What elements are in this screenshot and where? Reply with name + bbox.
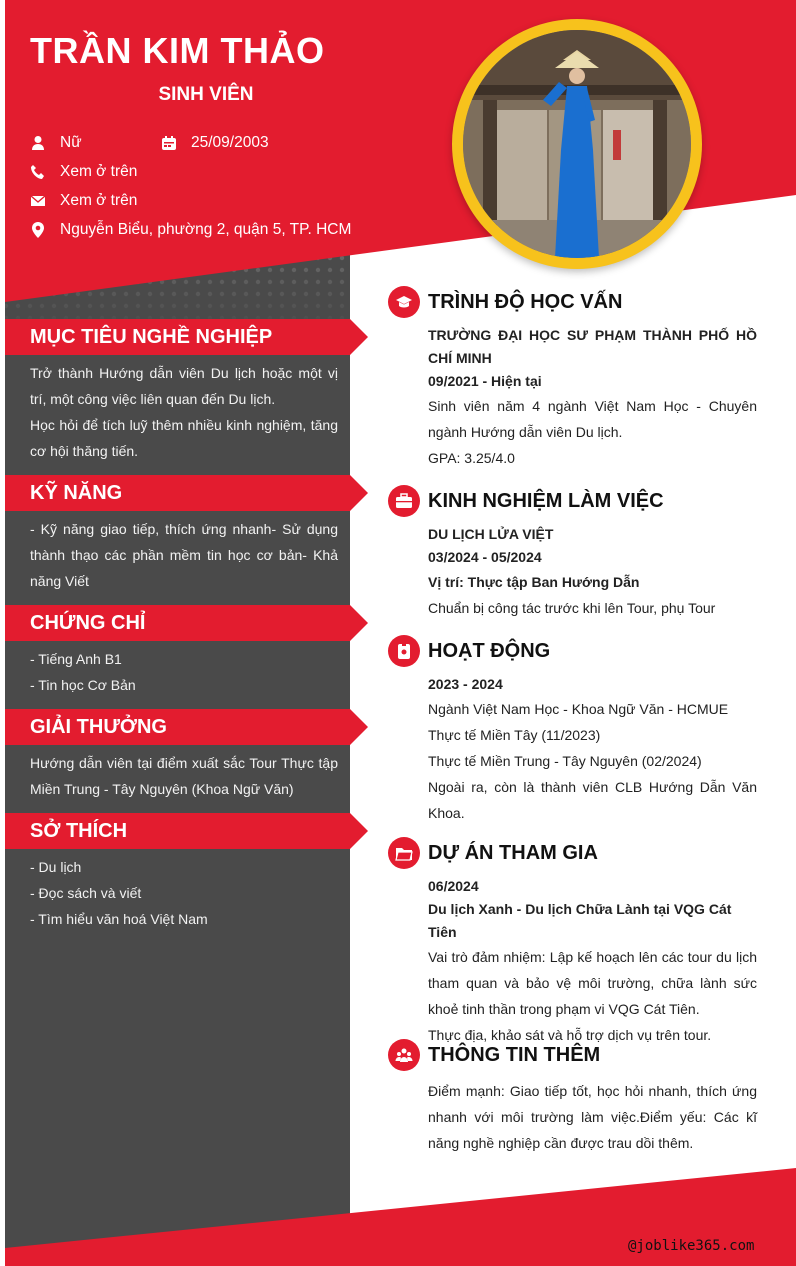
user-icon [30, 135, 46, 151]
hobbies-list [30, 854, 338, 932]
address-value: Nguyễn Biểu, phường 2, quận 5, TP. HCM [60, 221, 352, 238]
project-detail: Vai trò đảm nhiệm: Lập kế hoạch lên các tour du lịch tham quan và bảo vệ môi trường, chữa lành sức khoẻ tinh thần trong phạm vi VQG Cát Tiên. [428, 949, 757, 1017]
hobby-item: - Đọc sách và viết [30, 885, 142, 901]
certificate-item: - Tin học Cơ Bản [30, 677, 136, 693]
gender-value: Nữ [60, 134, 82, 151]
certificate-item: - Tiếng Anh B1 [30, 651, 122, 667]
users-icon [388, 1039, 420, 1071]
experience-content [428, 523, 757, 621]
additional-info-heading: THÔNG TIN THÊM [388, 1039, 600, 1071]
experience-heading: KINH NGHIỆM LÀM VIỆC [388, 485, 664, 517]
activity-item: Ngành Việt Nam Học - Khoa Ngữ Văn - HCMUE [428, 701, 729, 717]
candidate-role: SINH VIÊN [158, 84, 254, 105]
education-period: 09/2021 - Hiện tại [428, 373, 542, 389]
project-detail: Thực địa, khảo sát và hỗ trợ dịch vụ trên tour. [428, 1027, 712, 1043]
profile-photo [452, 19, 702, 269]
email-row [30, 192, 137, 210]
birthdate-row [161, 134, 269, 152]
briefcase-icon [388, 485, 420, 517]
company-name: DU LỊCH LỬA VIỆT [428, 526, 554, 542]
hobby-item: - Du lịch [30, 859, 82, 875]
objective-text [30, 360, 338, 464]
email-value: Xem ở trên [60, 192, 138, 209]
additional-info-content [428, 1078, 757, 1156]
address-row [30, 221, 351, 239]
hobby-item: - Tìm hiểu văn hoá Việt Nam [30, 911, 208, 927]
activities-period: 2023 - 2024 [428, 676, 503, 692]
education-heading: TRÌNH ĐỘ HỌC VẤN [388, 286, 622, 318]
badge-icon [388, 635, 420, 667]
project-name: Du lịch Xanh - Du lịch Chữa Lành tại VQG Cát Tiên [428, 901, 732, 940]
folder-icon [388, 837, 420, 869]
education-content [428, 324, 757, 471]
certificates-list [30, 646, 338, 698]
activities-content [428, 673, 757, 826]
activity-item: Thực tế Miền Trung - Tây Nguyên (02/2024) [428, 753, 702, 769]
calendar-icon [161, 135, 177, 151]
school-name: TRƯỜNG ĐẠI HỌC SƯ PHẠM THÀNH PHỐ HỒ CHÍ MINH [428, 327, 757, 366]
objective-line-1: Trở thành Hướng dẫn viên Du lịch hoặc một vị trí, một công việc liên quan đến Du lịch. [30, 365, 338, 407]
location-pin-icon [30, 222, 46, 238]
phone-row [30, 163, 137, 181]
envelope-icon [30, 193, 46, 209]
phone-value: Xem ở trên [60, 163, 138, 180]
experience-description: Chuẩn bị công tác trước khi lên Tour, phụ Tour [428, 600, 716, 616]
experience-position: Vị trí: Thực tập Ban Hướng Dẫn [428, 574, 640, 590]
activities-heading: HOẠT ĐỘNG [388, 635, 550, 667]
projects-heading: DỰ ÁN THAM GIA [388, 837, 598, 869]
education-gpa: GPA: 3.25/4.0 [428, 450, 515, 466]
education-description: Sinh viên năm 4 ngành Việt Nam Học - Chuyên ngành Hướng dẫn viên Du lịch. [428, 398, 757, 440]
skills-text: - Kỹ năng giao tiếp, thích ứng nhanh- Sử dụng thành thạo các phần mềm tin học cơ bản- Khả năng Viết [30, 521, 338, 589]
activity-item: Ngoài ra, còn là thành viên CLB Hướng Dẫn Văn Khoa. [428, 779, 757, 821]
candidate-name: TRẦN KIM THẢO [30, 30, 325, 71]
graduation-cap-icon [388, 286, 420, 318]
experience-period: 03/2024 - 05/2024 [428, 549, 542, 565]
phone-icon [30, 164, 46, 180]
birthdate-value: 25/09/2003 [191, 134, 269, 151]
watermark: @joblike365.com [628, 1238, 755, 1254]
awards-text: Hướng dẫn viên tại điểm xuất sắc Tour Thực tập Miền Trung - Tây Nguyên (Khoa Ngữ Văn) [30, 755, 338, 797]
activity-item: Thực tế Miền Tây (11/2023) [428, 727, 601, 743]
objective-line-2: Học hỏi để tích luỹ thêm nhiều kinh nghiệm, tăng cơ hội thăng tiến. [30, 417, 338, 459]
project-period: 06/2024 [428, 878, 479, 894]
cv-page: TRẦN KIM THẢO SINH VIÊN Nữ 25/09/2003 Xem ở trên Xem ở trên Nguyễn Biểu, phường 2, quận 5, TP. HCM MỤC TIÊU NGHỀ NGHIỆP Trở thành Hướng dẫn viên Du lịch hoặc một vị trí, một công việc liên quan đến Du lịch. Học hỏi để tích luỹ thêm nhiều kinh nghiệm, tăng cơ hội thăng tiến. KỸ NĂNG - Kỹ năng giao tiếp, thích ứng nhanh- Sử dụng thành thạo các phần mềm tin học cơ bản- Khả năng Viết CHỨNG CHỈ - Tiếng Anh B1 - Tin học Cơ Bản GIẢI THƯỞNG Hướng dẫn viên tại điểm xuất sắc Tour Thực tập Miền Trung - Tây Nguyên (Khoa Ngữ Văn) SỞ THÍCH - Du lịch - Đọc sách và viết - Tìm hiểu văn hoá Việt Nam TRÌNH ĐỘ HỌC VẤN TRƯỜNG ĐẠI HỌC SƯ PHẠM THÀNH PHỐ HỒ CHÍ MINH 09/2021 - Hiện tại Sinh viên năm 4 ngành Việt Nam Học - Chuyên ngành Hướng dẫn viên Du lịch. GPA: 3.25/4.0 KINH NGHIỆM LÀM VIỆC DU LỊCH LỬA VIỆT 03/2024 - 05/2024 Vị trí: Thực tập Ban Hướng Dẫn Chuẩn bị công tác trước khi lên Tour, phụ Tour HOẠT ĐỘNG 2023 - 2024 Ngành Việt Nam Học - Khoa Ngữ Văn - HCMUE Thực tế Miền Tây (11/2023) Thực tế Miền Trung - Tây Nguyên (02/2024) Ngoài ra, còn là thành viên CLB Hướng Dẫn Văn Khoa. DỰ ÁN THAM GIA 06/2024 Du lịch Xanh - Du lịch Chữa Lành tại VQG Cát Tiên Vai trò đảm nhiệm: Lập kế hoạch lên các tour du lịch tham quan và bảo vệ môi trường, chữa lành sức khoẻ tinh thần trong phạm vi VQG Cát Tiên. Thực địa, khảo sát và hỗ trợ dịch vụ trên tour. THÔNG TIN THÊM Điểm mạnh: Giao tiếp tốt, học hỏi nhanh, thích ứng nhanh với môi trường làm việc.Điểm yếu: Các kĩ năng nghề nghiệp cần được trau dồi thêm. @joblike365.com [0, 0, 796, 1266]
projects-content [428, 875, 757, 1048]
portrait-image [463, 30, 691, 258]
gender-row [30, 134, 82, 152]
additional-info-text: Điểm mạnh: Giao tiếp tốt, học hỏi nhanh, thích ứng nhanh với môi trường làm việc.Điểm yếu: Các kĩ năng nghề nghiệp cần được trau dồi thêm. [428, 1083, 757, 1151]
